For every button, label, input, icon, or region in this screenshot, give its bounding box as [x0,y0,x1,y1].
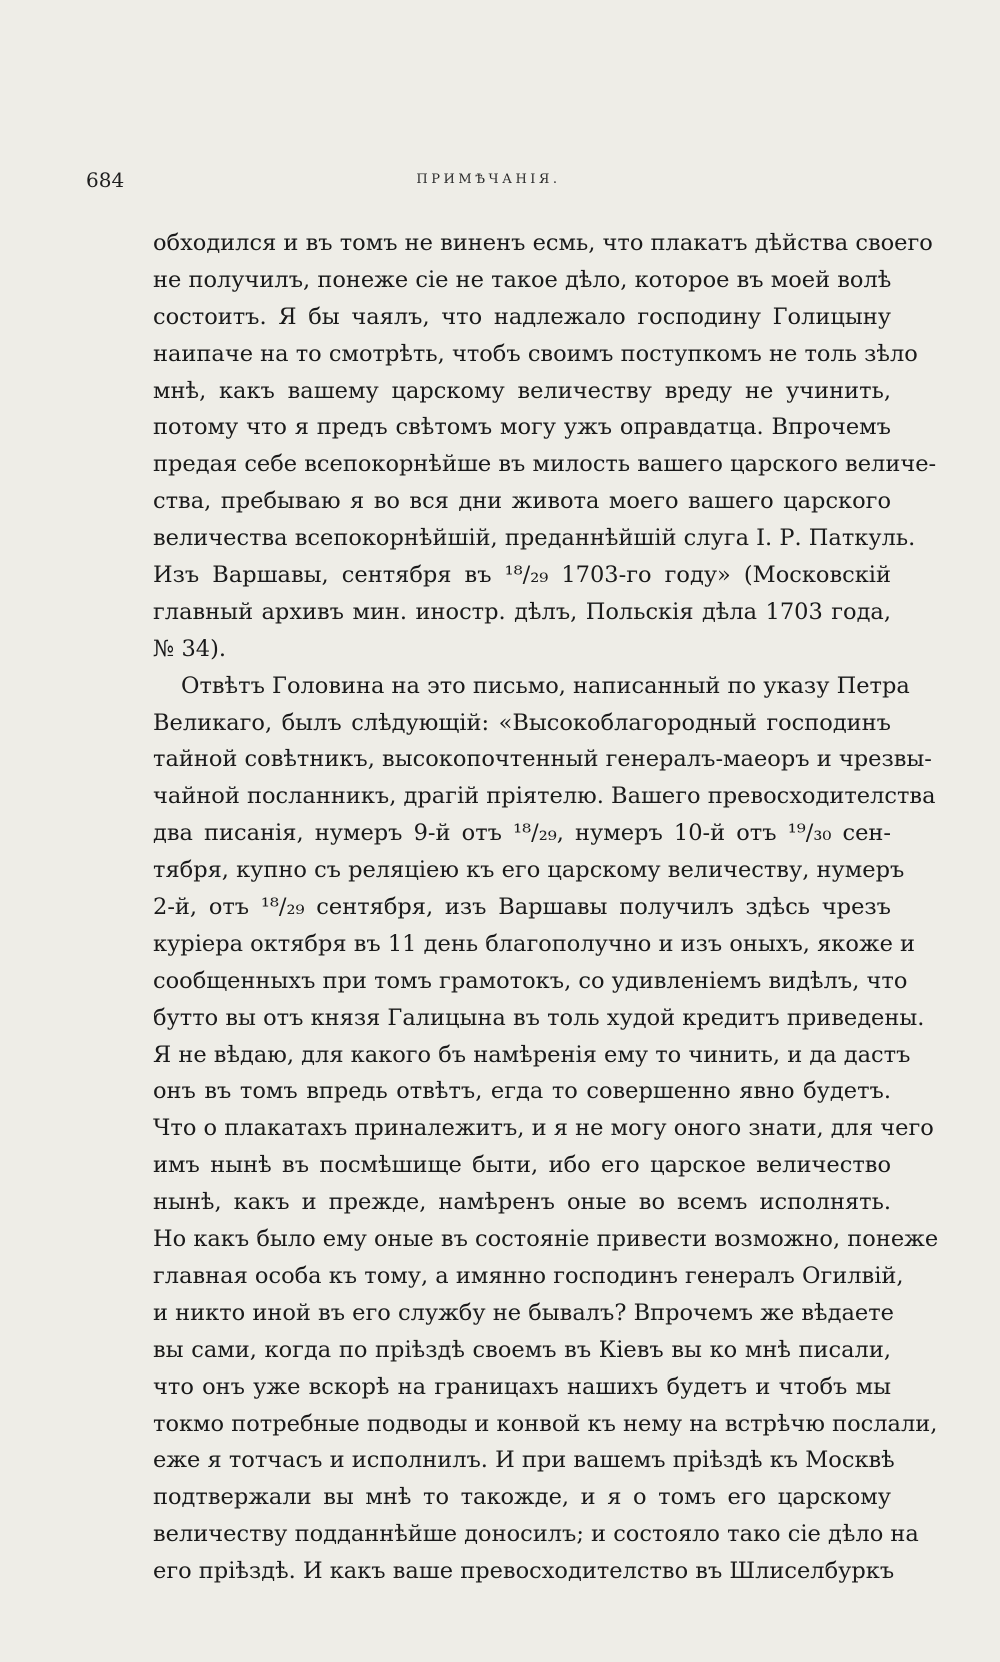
text-line: главная особа къ тому, а имянно господинъ генералъ Огилвій, [153,1262,904,1289]
text-line: бутто вы отъ князя Галицына въ толь худой кредитъ приведены. [153,1004,925,1031]
text-line: токмо потребные подводы и конвой къ нему на встрѣчю послали, [153,1410,938,1437]
text-line: Что о плакатахъ приналежитъ, и я не могу оного знати, для чего [153,1115,934,1142]
text-line: онъ въ томъ впредь отвѣтъ, егда то совершенно явно будетъ. [153,1078,891,1105]
text-line: Отвѣтъ Головина на это письмо, написанный по указу Петра [181,672,910,699]
text-line: ства, пребываю я во вся дни живота моего вашего царского [153,488,891,515]
text-line: подтвержали вы мнѣ то такожде, и я о томъ его царскому [153,1484,891,1511]
text-line: обходился и въ томъ не виненъ есмь, что плакатъ дѣйства своего [153,230,933,256]
text-line: куріера октября въ 11 день благополучно и изъ оныхъ, якоже и [153,930,916,957]
page-header [86,168,891,198]
text-line: 2-й, отъ ¹⁸/₂₉ сентября, изъ Варшавы получилъ здѣсь чрезъ [153,894,891,921]
text-line: величества всепокорнѣйшій, преданнѣйшій слуга І. Р. Паткуль. [153,525,916,552]
text-line: нынѣ, какъ и прежде, намѣренъ оные во всемъ исполнять. [153,1189,891,1216]
text-line: еже я тотчасъ и исполнилъ. И при вашемъ пріѣздѣ къ Москвѣ [153,1447,895,1474]
running-title: ПРИМѢЧАНІЯ. [416,172,561,187]
text-line: имъ нынѣ въ посмѣшище быти, ибо его царское величество [153,1152,891,1179]
text-line: что онъ уже вскорѣ на границахъ нашихъ будетъ и чтобъ мы [153,1373,891,1400]
text-line: два писанія, нумеръ 9-й отъ ¹⁸/₂₉, нумеръ 10-й отъ ¹⁹/₃₀ сен- [153,820,891,847]
text-line: и никто иной въ его службу не бывалъ? Впрочемъ же вѣдаете [153,1299,894,1326]
text-line: его пріѣздѣ. И какъ ваше превосходителство въ Шлиселбуркъ [153,1558,895,1585]
text-line: № 34). [153,635,227,662]
text-line: наипаче на то смотрѣть, чтобъ своимъ поступкомъ не толь зѣло [153,340,918,367]
text-line: вы сами, когда по пріѣздѣ своемъ въ Кіевъ вы ко мнѣ писали, [153,1336,891,1363]
text-line: главный архивъ мин. иностр. дѣлъ, Польскія дѣла 1703 года, [153,598,891,625]
text-line: сообщенныхъ при томъ грамотокъ, со удивленіемъ видѣлъ, что [153,967,908,994]
text-line: Великаго, былъ слѣдующій: «Высокоблагородный господинъ [153,709,891,736]
text-line: мнѣ, какъ вашему царскому величеству вреду не учинить, [153,377,891,404]
text-line: тайной совѣтникъ, высокопочтенный генералъ-маеоръ и чрезвы- [153,746,932,773]
page-number: 684 [86,168,125,192]
body-text [153,225,939,1590]
text-line: тября, купно съ реляціею къ его царскому величеству, нумеръ [153,857,905,884]
text-line: предая себе всепокорнѣйше въ милость вашего царского величе- [153,451,937,478]
text-line: величеству подданнѣйше доносилъ; и состояло тако сіе дѣло на [153,1521,919,1548]
text-line: не получилъ, понеже сіе не такое дѣло, которое въ моей волѣ [153,266,892,293]
text-line: потому что я предъ свѣтомъ могу ужъ оправдатца. Впрочемъ [153,414,891,441]
text-line: состоитъ. Я бы чаялъ, что надлежало господину Голицыну [153,303,891,330]
text-line: чайной посланникъ, драгій пріятелю. Вашего превосходителства [153,783,936,810]
text-line: Изъ Варшавы, сентября въ ¹⁸/₂₉ 1703-го году» (Московскій [153,562,891,589]
text-line: Я не вѣдаю, для какого бъ намѣренія ему то чинить, и да дастъ [153,1041,911,1068]
text-line: Но какъ было ему оные въ состояніе привести возможно, понеже [153,1226,939,1253]
